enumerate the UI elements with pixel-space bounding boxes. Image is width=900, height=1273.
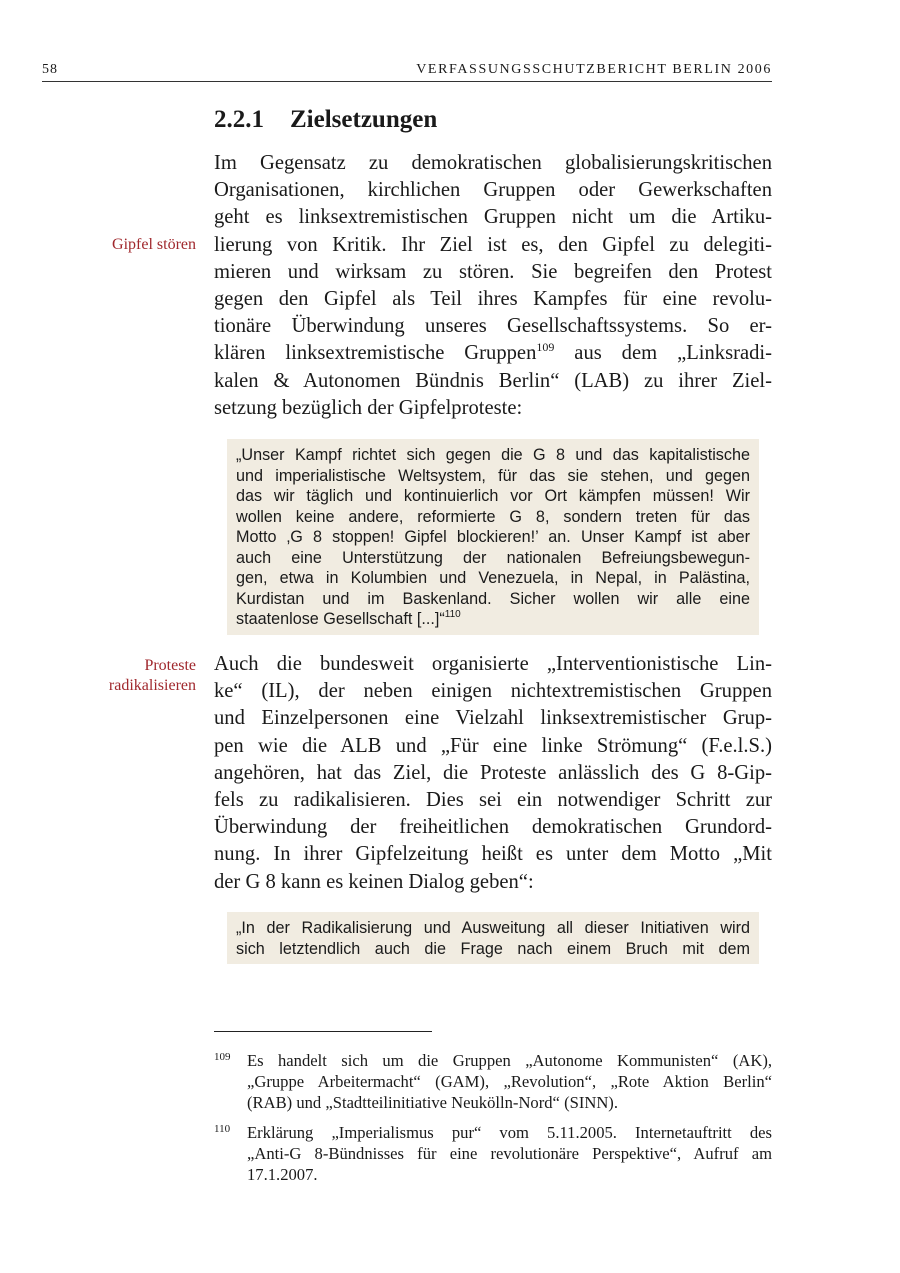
page-header — [42, 62, 772, 82]
paragraph-1 — [214, 150, 772, 422]
footnote-number: 110 — [214, 1123, 231, 1135]
quote-line: Motto ‚G 8 stoppen! Gipfel blockieren!’ an. Unser Kampf ist aber — [236, 528, 750, 546]
footnote-line: 17.1.2007. — [247, 1165, 318, 1184]
footnote-line: (RAB) und „Stadtteilinitiative Neukölln-Nord“ (SINN). — [247, 1093, 618, 1112]
text-line: angehören, hat das Ziel, die Proteste anlässlich des G 8-Gip- — [214, 761, 772, 784]
text-line: tionäre Überwindung unseres Gesellschaftssystems. So er- — [214, 315, 772, 338]
section-number: 2.2.1 — [214, 106, 264, 133]
page-number: 58 — [42, 62, 58, 77]
quote-line: das wir täglich und kontinuierlich vor Ort kämpfen müssen! Wir — [236, 487, 750, 505]
quote-line: sich letztendlich auch die Frage nach einem Bruch mit dem — [236, 939, 750, 958]
text-line: Auch die bundesweit organisierte „Interventionistische Lin- — [214, 653, 772, 675]
paragraph-2 — [214, 651, 772, 896]
footnote-number: 109 — [214, 1051, 231, 1063]
quote-line: wollen keine andere, reformierte G 8, sondern treten für das — [236, 507, 750, 526]
footnote-separator — [214, 1031, 432, 1032]
footnote-line: Es handelt sich um die Gruppen „Autonome Kommunisten“ (AK), — [247, 1051, 772, 1070]
text-line: kalen & Autonomen Bündnis Berlin“ (LAB) zu ihrer Ziel- — [214, 369, 772, 392]
footnote-line: „Gruppe Arbeitermacht“ (GAM), „Revolution“, „Rote Aktion Berlin“ — [247, 1072, 772, 1091]
footnote-109 — [214, 1050, 772, 1113]
text-line: Im Gegensatz zu demokratischen globalisierungskritischen — [214, 152, 772, 174]
quote-block-1 — [227, 439, 759, 635]
margin-note-gipfel-stoeren: Gipfel stören — [112, 236, 196, 253]
text-run: aus dem „Linksradi- — [554, 342, 772, 365]
footnote-line: „Anti-G 8-Bündnisses für eine revolutionäre Perspektive“, Aufruf am — [247, 1144, 772, 1163]
section-heading — [214, 106, 437, 134]
text-line: pen wie die ALB und „Für eine linke Strömung“ (F.e.l.S.) — [214, 734, 772, 757]
text-line: nung. In ihrer Gipfelzeitung heißt es unter dem Motto „Mit — [214, 843, 772, 866]
text-run: klären linksextremistische Gruppen — [214, 342, 537, 365]
quote-line: auch eine Unterstützung der nationalen Befreiungsbewegun- — [236, 548, 750, 567]
margin-note-line: Proteste — [144, 657, 196, 674]
text-line: setzung bezüglich der Gipfelproteste: — [214, 396, 523, 419]
text-line: geht es linksextremistischen Gruppen nicht um die Artiku- — [214, 206, 772, 229]
quote-block-2 — [227, 912, 759, 964]
running-title: VERFASSUNGSSCHUTZBERICHT BERLIN 2006 — [416, 62, 772, 77]
footnote-110 — [214, 1122, 772, 1185]
footnote-ref-109: 109 — [536, 340, 555, 355]
text-line: gegen den Gipfel als Teil ihres Kampfes für eine revolu- — [214, 288, 772, 311]
quote-line — [236, 609, 750, 630]
text-line: mieren und wirksam zu stören. Sie begreifen den Protest — [214, 260, 772, 283]
quote-line: „In der Radikalisierung und Ausweitung all dieser Initiativen wird — [236, 919, 750, 937]
quote-line: gen, etwa in Kolumbien und Venezuela, in Nepal, in Palästina, — [236, 569, 750, 587]
quote-line: „Unser Kampf richtet sich gegen die G 8 und das kapitalistische — [236, 446, 750, 464]
text-line: Überwindung der freiheitlichen demokratischen Grundord- — [214, 816, 772, 839]
text-line: der G 8 kann es keinen Dialog geben“: — [214, 870, 534, 893]
quote-line: Kurdistan und im Baskenland. Sicher wollen wir alle eine — [236, 589, 750, 608]
section-title: Zielsetzungen — [290, 106, 438, 133]
text-run: staatenlose Gesellschaft [...]“ — [236, 610, 445, 628]
margin-note-proteste-radikalisieren — [109, 656, 196, 696]
margin-note-line: radikalisieren — [108, 677, 196, 694]
text-line: lierung von Kritik. Ihr Ziel ist es, den Gipfel zu delegiti- — [214, 233, 772, 256]
footnote-text — [247, 1050, 772, 1113]
text-line: ke“ (IL), der neben einigen nichtextremistischen Gruppen — [214, 680, 772, 703]
footnote-text — [247, 1122, 772, 1185]
text-line: und Einzelpersonen eine Vielzahl linksextremistischer Grup- — [214, 707, 772, 730]
text-line: fels zu radikalisieren. Dies sei ein notwendiger Schritt zur — [214, 789, 772, 812]
text-line: Organisationen, kirchlichen Gruppen oder Gewerkschaften — [214, 179, 772, 202]
footnote-line: Erklärung „Imperialismus pur“ vom 5.11.2005. Internetauftritt des — [247, 1123, 772, 1142]
quote-line: und imperialistische Weltsystem, für das sie stehen, und gegen — [236, 466, 750, 485]
text-line — [214, 340, 772, 367]
footnote-ref-110: 110 — [444, 609, 461, 620]
